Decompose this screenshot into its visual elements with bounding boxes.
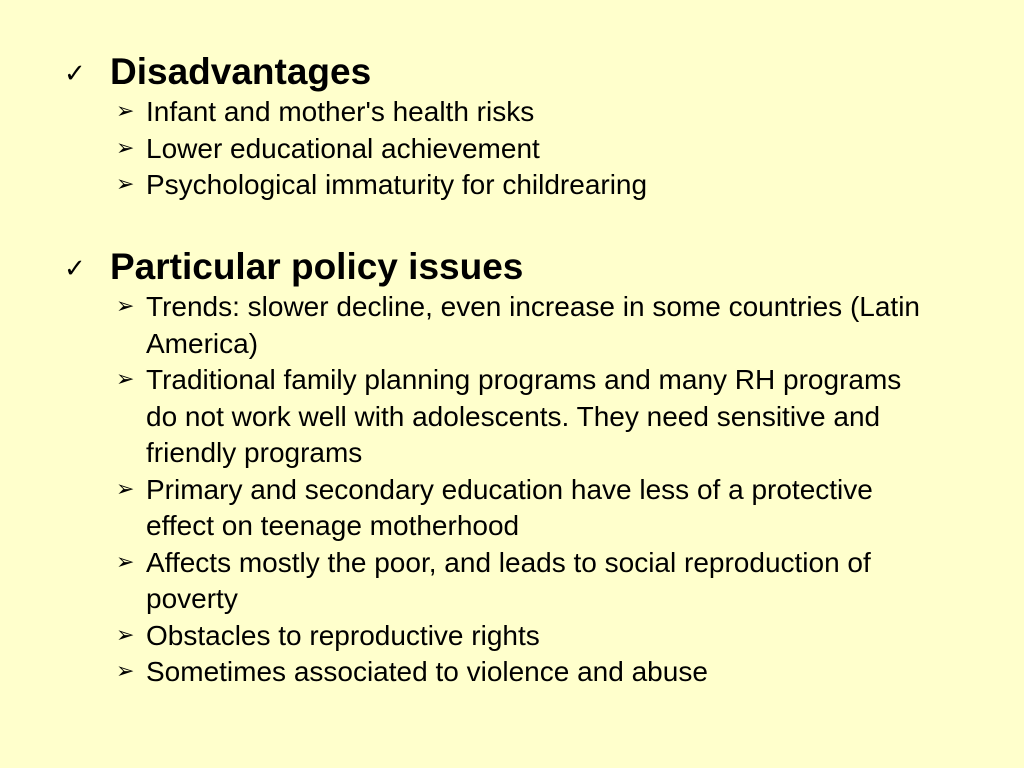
bullet-text: Primary and secondary education have less of a protective effect on teenage motherhood	[146, 473, 873, 541]
arrowhead-bullet-icon: ➢	[116, 476, 135, 502]
list-item	[64, 362, 936, 472]
arrowhead-bullet-icon: ➢	[116, 622, 135, 648]
bullet-list	[64, 94, 964, 204]
section-heading	[64, 245, 964, 289]
heading-policy-issues: Particular policy issues	[110, 246, 524, 287]
list-item	[64, 654, 936, 691]
bullet-list	[64, 289, 964, 691]
heading-disadvantages: Disadvantages	[110, 51, 372, 92]
bullet-text: Affects mostly the poor, and leads to social reproduction of poverty	[146, 546, 871, 614]
list-item	[64, 545, 936, 618]
section-disadvantages	[64, 50, 964, 204]
bullet-text: Psychological immaturity for childrearing	[146, 169, 648, 200]
bullet-text: Obstacles to reproductive rights	[146, 619, 540, 651]
section-heading	[64, 50, 964, 94]
bullet-text: Trends: slower decline, even increase in some countries (Latin America)	[146, 291, 921, 359]
list-item	[64, 618, 936, 655]
bullet-text: Infant and mother's health risks	[146, 96, 535, 127]
arrowhead-bullet-icon: ➢	[116, 549, 135, 575]
list-item	[64, 289, 936, 362]
arrowhead-bullet-icon: ➢	[116, 99, 135, 124]
list-item	[64, 131, 936, 168]
arrowhead-bullet-icon: ➢	[116, 135, 135, 161]
list-item	[64, 94, 936, 131]
arrowhead-bullet-icon: ➢	[116, 172, 135, 197]
section-policy-issues	[64, 245, 964, 691]
bullet-text: Traditional family planning programs and many RH programs do not work well with adolescents. They need sensitive and friendly programs	[146, 364, 902, 468]
bullet-text: Lower educational achievement	[146, 132, 540, 164]
checkmark-icon: ✓	[64, 59, 86, 89]
list-item	[64, 472, 936, 545]
arrowhead-bullet-icon: ➢	[116, 367, 135, 392]
checkmark-icon: ✓	[64, 254, 86, 284]
arrowhead-bullet-icon: ➢	[116, 659, 135, 684]
bullet-text: Sometimes associated to violence and abuse	[146, 656, 708, 687]
list-item	[64, 167, 936, 204]
arrowhead-bullet-icon: ➢	[116, 294, 135, 319]
